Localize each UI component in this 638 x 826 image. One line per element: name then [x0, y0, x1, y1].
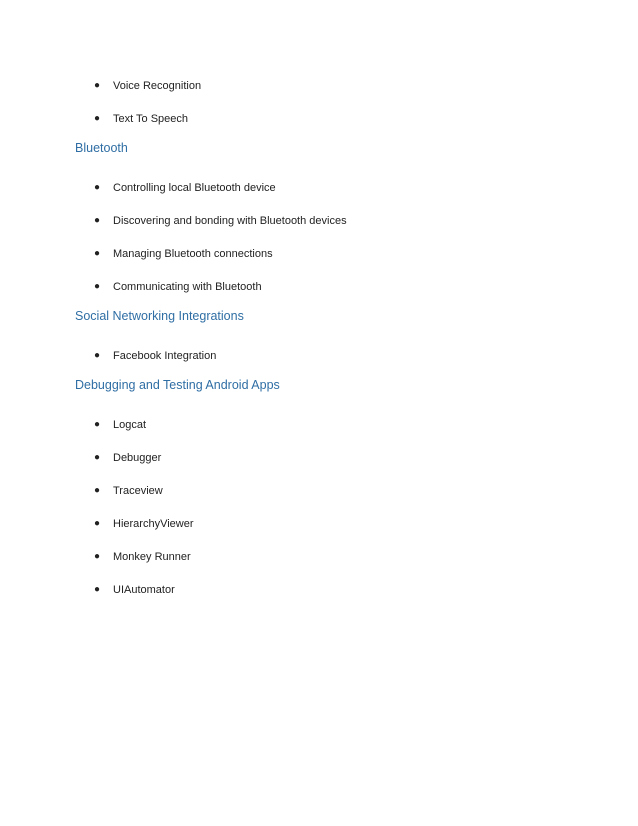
- list-top: [0, 79, 638, 145]
- bullet-icon: ●: [94, 419, 101, 430]
- list-item-text: Discovering and bonding with Bluetooth devices: [113, 215, 347, 227]
- bullet-icon: ●: [94, 80, 101, 91]
- list-item-text: Traceview: [113, 485, 163, 497]
- list-item-text: Debugger: [113, 452, 162, 464]
- list-item: [0, 214, 638, 247]
- list-item-text: Logcat: [113, 419, 147, 431]
- bullet-icon: ●: [94, 182, 101, 193]
- bullet-icon: ●: [94, 248, 101, 259]
- bullet-icon: ●: [94, 485, 101, 496]
- bullet-icon: ●: [94, 584, 101, 595]
- bullet-icon: ●: [94, 452, 101, 463]
- list-item-text: Voice Recognition: [113, 80, 202, 92]
- list-item-text: Controlling local Bluetooth device: [113, 182, 276, 194]
- list-item-text: Managing Bluetooth connections: [113, 248, 273, 260]
- list-item: [0, 550, 638, 583]
- section-heading-bluetooth: Bluetooth: [75, 141, 128, 155]
- list-item: [0, 79, 638, 112]
- list-item-text: Monkey Runner: [113, 551, 191, 563]
- bullet-icon: ●: [94, 518, 101, 529]
- list-item: [0, 484, 638, 517]
- list-item-text: Communicating with Bluetooth: [113, 281, 262, 293]
- section-heading-social: Social Networking Integrations: [75, 309, 244, 323]
- bullet-icon: ●: [94, 215, 101, 226]
- list-item: [0, 181, 638, 214]
- bullet-icon: ●: [94, 350, 101, 361]
- list-item: [0, 517, 638, 550]
- bullet-icon: ●: [94, 281, 101, 292]
- list-item-text: Text To Speech: [113, 113, 189, 125]
- list-item: [0, 247, 638, 280]
- list-debugging: [0, 418, 638, 616]
- list-item: [0, 451, 638, 484]
- list-item-text: UIAutomator: [113, 584, 175, 596]
- bullet-icon: ●: [94, 113, 101, 124]
- section-heading-debugging: Debugging and Testing Android Apps: [75, 378, 280, 392]
- list-item: [0, 583, 638, 616]
- list-item-text: HierarchyViewer: [113, 518, 194, 530]
- list-item: [0, 418, 638, 451]
- list-item-text: Facebook Integration: [113, 350, 217, 362]
- list-bluetooth: [0, 181, 638, 313]
- bullet-icon: ●: [94, 551, 101, 562]
